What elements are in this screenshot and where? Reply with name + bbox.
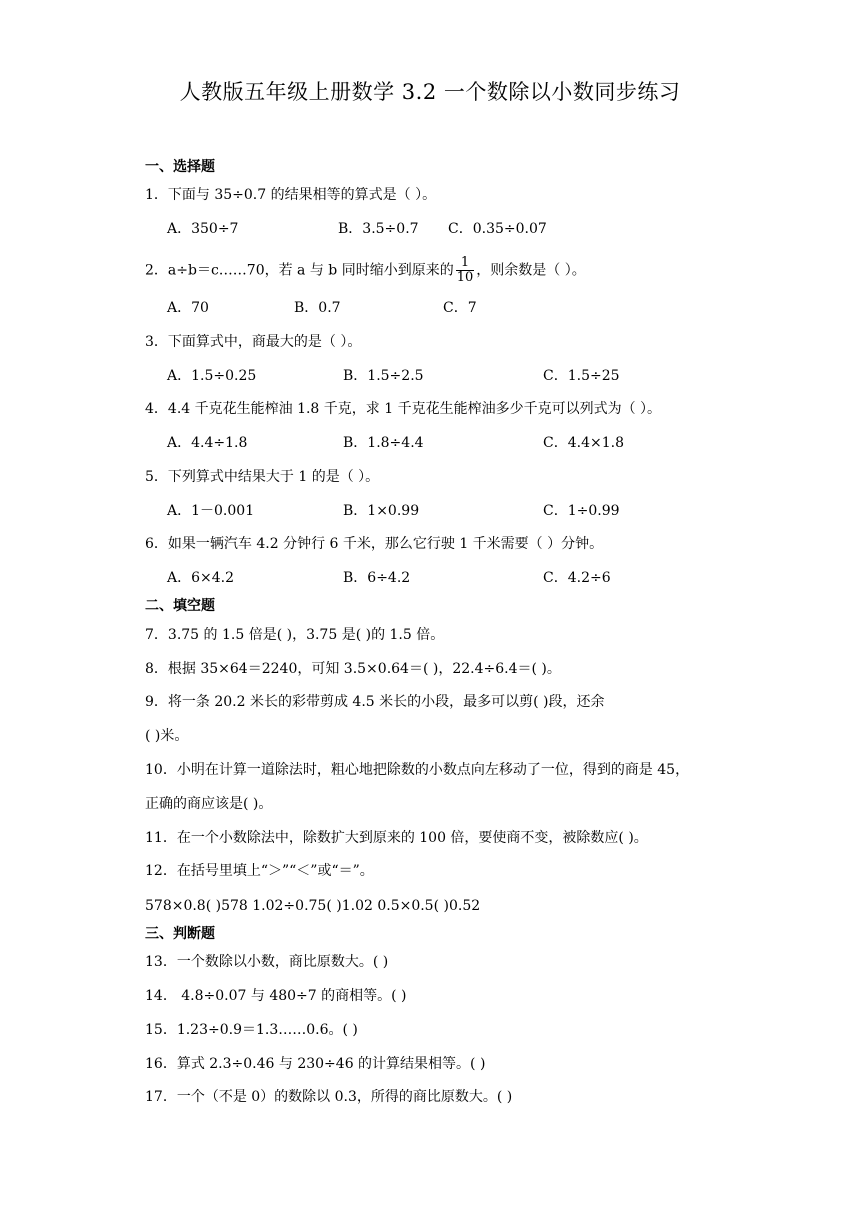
q6-option-a: A．6×4.2	[167, 570, 235, 586]
question-9-line1: 9．将一条 20.2 米长的彩带剪成 4.5 米长的小段，最多可以剪( )段，还余	[145, 694, 605, 710]
q4-option-b: B．1.8÷4.4	[343, 435, 424, 451]
q5-option-c: C．1÷0.99	[543, 503, 620, 519]
section-heading-choice: 一、选择题	[145, 159, 215, 175]
q2-option-a: A．70	[167, 300, 209, 316]
q5-option-b: B．1×0.99	[343, 503, 420, 519]
fraction-numerator: 1	[456, 256, 475, 271]
question-7: 7．3.75 的 1.5 倍是( )，3.75 是( )的 1.5 倍。	[145, 627, 445, 643]
q1-option-a: A．350÷7	[167, 221, 239, 237]
q3-option-c: C．1.5÷25	[543, 368, 620, 384]
question-6: 6．如果一辆汽车 4.2 分钟行 6 千米，那么它行驶 1 千米需要（ ）分钟。	[145, 536, 604, 552]
section-heading-judge: 三、判断题	[145, 926, 215, 942]
question-9-line2: ( )米。	[145, 728, 189, 744]
question-1: 1．下面与 35÷0.7 的结果相等的算式是（ ）。	[145, 187, 437, 203]
question-16: 16．算式 2.3÷0.46 与 230÷46 的计算结果相等。( )	[145, 1056, 486, 1072]
q2-option-b: B．0.7	[294, 300, 341, 316]
question-17: 17．一个（不是 0）的数除以 0.3，所得的商比原数大。( )	[145, 1089, 513, 1105]
question-8: 8．根据 35×64＝2240，可知 3.5×0.64＝( )，22.4÷6.4＝( )。	[145, 661, 561, 677]
q3-option-b: B．1.5÷2.5	[343, 368, 424, 384]
question-12-items: 578×0.8( )578 1.02÷0.75( )1.02 0.5×0.5( )0.52	[145, 898, 481, 914]
question-2	[145, 256, 586, 285]
question-10-line1: 10．小明在计算一道除法时，粗心地把除数的小数点向左移动了一位，得到的商是 45，	[145, 762, 690, 778]
q4-option-c: C．4.4×1.8	[543, 435, 624, 451]
question-14: 14． 4.8÷0.07 与 480÷7 的商相等。( )	[145, 988, 407, 1004]
q1-option-c: C．0.35÷0.07	[448, 221, 547, 237]
section-heading-fill: 二、填空题	[145, 598, 215, 614]
question-10-line2: 正确的商应该是( )。	[145, 796, 273, 812]
q2-option-c: C．7	[443, 300, 477, 316]
q4-option-a: A．4.4÷1.8	[167, 435, 248, 451]
question-12: 12．在括号里填上“＞”“＜”或“＝”。	[145, 863, 374, 879]
q5-option-a: A．1－0.001	[167, 503, 255, 519]
question-3: 3．下面算式中，商最大的是（ ）。	[145, 334, 362, 350]
question-15: 15．1.23÷0.9＝1.3……0.6。( )	[145, 1022, 358, 1038]
question-11: 11．在一个小数除法中，除数扩大到原来的 100 倍，要使商不变，被除数应( )。	[145, 830, 648, 846]
q1-option-b: B．3.5÷0.7	[338, 221, 419, 237]
question-13: 13．一个数除以小数，商比原数大。( )	[145, 954, 389, 970]
fraction	[456, 256, 475, 285]
q2-text-before: 2．a÷b＝c……70，若 a 与 b 同时缩小到原来的	[145, 262, 454, 279]
q2-text-after: ，则余数是（ ）。	[476, 262, 586, 279]
page-title: 人教版五年级上册数学 3.2 一个数除以小数同步练习	[179, 80, 681, 104]
q6-option-c: C．4.2÷6	[543, 570, 611, 586]
question-5: 5．下列算式中结果大于 1 的是（ ）。	[145, 469, 380, 485]
question-4: 4．4.4 千克花生能榨油 1.8 千克，求 1 千克花生能榨油多少千克可以列式为（ ）。	[145, 401, 662, 417]
fraction-denominator: 10	[456, 270, 474, 285]
q3-option-a: A．1.5÷0.25	[167, 368, 257, 384]
q6-option-b: B．6÷4.2	[343, 570, 411, 586]
